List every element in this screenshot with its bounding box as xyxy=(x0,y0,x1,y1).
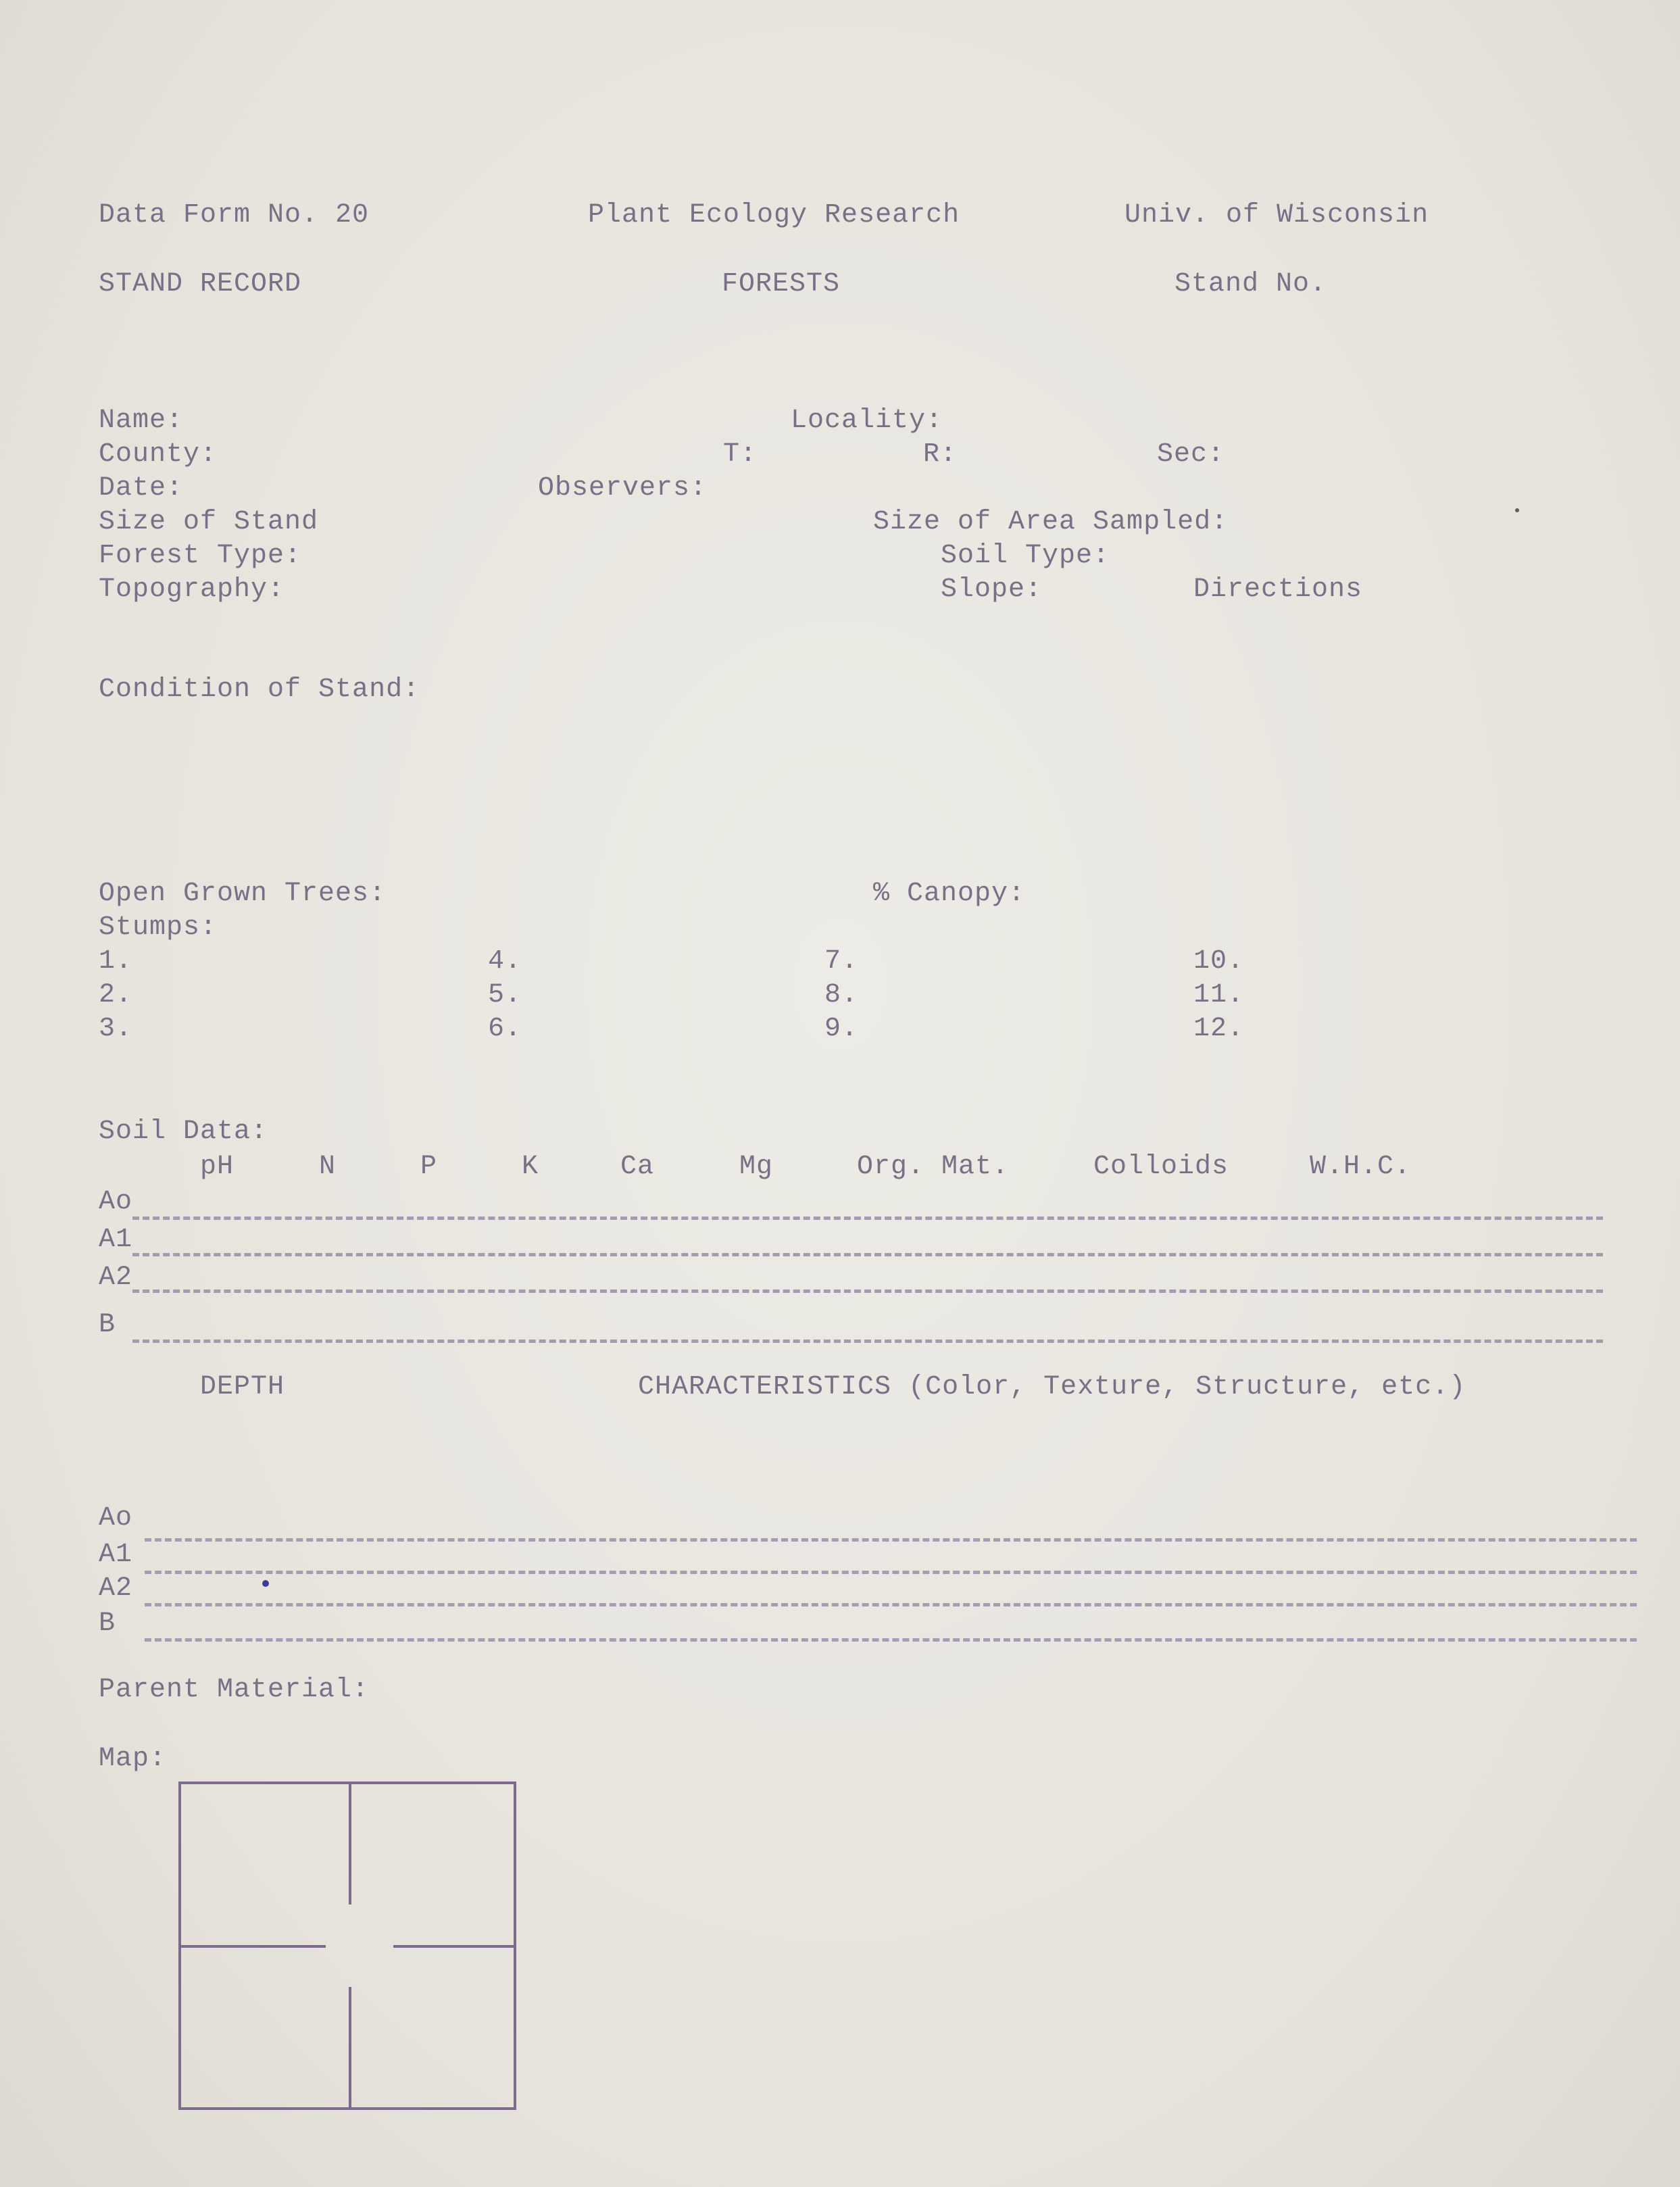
locality-label: Locality: xyxy=(791,406,943,436)
soil-row-b-line xyxy=(132,1340,1603,1343)
category-title: FORESTS xyxy=(722,269,841,299)
soil-row-a1: A1 xyxy=(99,1225,133,1255)
profile-row-ao-line xyxy=(145,1538,1637,1542)
profile-row-b: B xyxy=(99,1608,116,1639)
soil-col-colloids: Colloids xyxy=(1093,1152,1229,1182)
directions-label: Directions xyxy=(1193,574,1363,605)
soil-row-a1-line xyxy=(132,1253,1603,1256)
canopy-label: % Canopy: xyxy=(873,879,1026,909)
map-divider-right xyxy=(393,1945,516,1948)
stand-number-label: Stand No. xyxy=(1175,269,1327,299)
stump-3: 3. xyxy=(99,1014,133,1044)
map-label: Map: xyxy=(99,1744,167,1774)
parent-material-label: Parent Material: xyxy=(99,1675,370,1705)
open-grown-label: Open Grown Trees: xyxy=(99,879,387,909)
stump-10: 10. xyxy=(1193,946,1245,977)
stump-8: 8. xyxy=(824,980,859,1010)
stump-5: 5. xyxy=(488,980,522,1010)
forest-type-label: Forest Type: xyxy=(99,541,302,571)
condition-label: Condition of Stand: xyxy=(99,674,420,705)
stump-12: 12. xyxy=(1193,1014,1245,1044)
map-divider-bottom xyxy=(349,1987,351,2110)
soil-col-p: P xyxy=(420,1152,438,1182)
size-of-stand-label: Size of Stand xyxy=(99,507,319,537)
name-label: Name: xyxy=(99,406,184,436)
characteristics-label: CHARACTERISTICS (Color, Texture, Structure, etc.) xyxy=(638,1372,1466,1402)
map-divider-left xyxy=(181,1945,326,1948)
depth-label: DEPTH xyxy=(200,1372,285,1402)
slope-label: Slope: xyxy=(941,574,1043,605)
soil-col-n: N xyxy=(319,1152,337,1182)
soil-col-mg: Mg xyxy=(739,1152,774,1182)
soil-col-ca: Ca xyxy=(620,1152,655,1182)
size-of-area-label: Size of Area Sampled: xyxy=(873,507,1229,537)
soil-type-label: Soil Type: xyxy=(941,541,1110,571)
university-name: Univ. of Wisconsin xyxy=(1125,200,1429,230)
map-divider-top xyxy=(349,1784,351,1905)
profile-row-b-line xyxy=(145,1638,1637,1642)
ink-dot xyxy=(262,1580,269,1587)
ink-speck xyxy=(1515,508,1519,512)
profile-row-a2: A2 xyxy=(99,1573,133,1604)
range-label: R: xyxy=(923,439,958,470)
stump-7: 7. xyxy=(824,946,859,977)
profile-row-a1-line xyxy=(145,1571,1637,1574)
soil-row-a2-line xyxy=(132,1289,1603,1293)
form-number: Data Form No. 20 xyxy=(99,200,370,230)
soil-col-org-mat: Org. Mat. xyxy=(857,1152,1010,1182)
observers-label: Observers: xyxy=(538,473,708,503)
stumps-label: Stumps: xyxy=(99,912,218,943)
soil-col-k: K xyxy=(522,1152,539,1182)
section-label: Sec: xyxy=(1157,439,1225,470)
topography-label: Topography: xyxy=(99,574,285,605)
county-label: County: xyxy=(99,439,218,470)
soil-row-a2: A2 xyxy=(99,1262,133,1293)
stump-6: 6. xyxy=(488,1014,522,1044)
profile-row-a1: A1 xyxy=(99,1540,133,1570)
profile-row-a2-line xyxy=(145,1603,1637,1606)
stump-9: 9. xyxy=(824,1014,859,1044)
stump-1: 1. xyxy=(99,946,133,977)
soil-row-ao: Ao xyxy=(99,1187,133,1217)
date-label: Date: xyxy=(99,473,184,503)
soil-col-ph: pH xyxy=(200,1152,234,1182)
township-label: T: xyxy=(723,439,758,470)
record-title: STAND RECORD xyxy=(99,269,302,299)
soil-data-title: Soil Data: xyxy=(99,1116,268,1147)
stump-2: 2. xyxy=(99,980,133,1010)
soil-row-b: B xyxy=(99,1310,116,1340)
soil-row-ao-line xyxy=(132,1217,1603,1220)
org-title: Plant Ecology Research xyxy=(588,200,960,230)
profile-row-ao: Ao xyxy=(99,1503,133,1533)
stump-11: 11. xyxy=(1193,980,1245,1010)
map-grid xyxy=(178,1781,516,2110)
soil-col-whc: W.H.C. xyxy=(1310,1152,1412,1182)
stump-4: 4. xyxy=(488,946,522,977)
